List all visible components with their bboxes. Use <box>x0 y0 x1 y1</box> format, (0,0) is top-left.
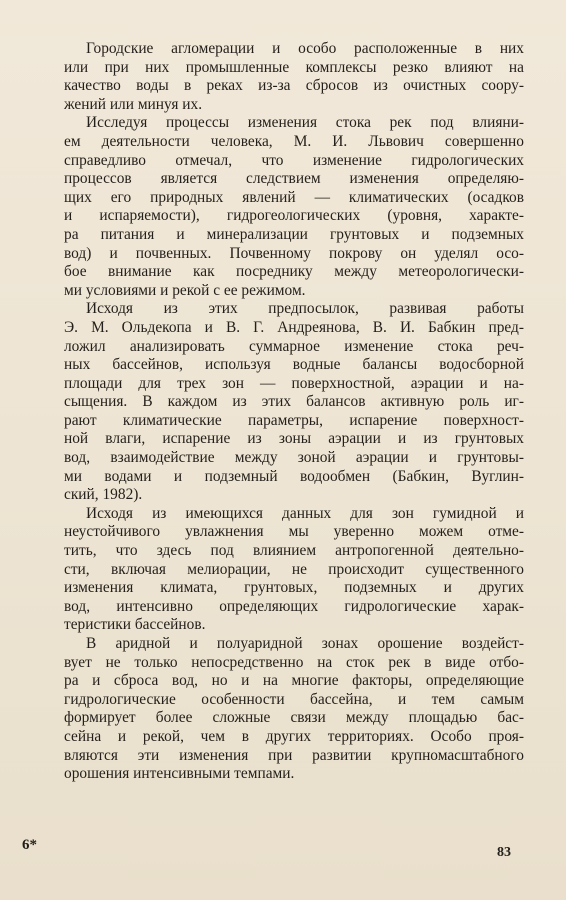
text-line: ми водами и подземный водообмен (Бабкин, Вуглин- <box>64 467 524 485</box>
text-line: тить, что здесь под влиянием антропогенной деятельно- <box>64 542 524 560</box>
text-line: сейна и рекой, чем в других территориях. Особо проя- <box>64 727 524 745</box>
text-line: Э. М. Ольдекопа и В. Г. Андреянова, В. И. Бабкин пред- <box>64 318 524 336</box>
text-line: рают климатические параметры, испарение поверхност- <box>64 411 524 429</box>
body-text <box>64 40 524 784</box>
text-line: вует не только непосредственно на сток рек в виде отбо- <box>64 653 524 671</box>
signature-mark: 6* <box>22 837 37 853</box>
text-line: Исходя из этих предпосылок, развивая работы <box>86 300 524 318</box>
text-line: орошения интенсивными темпами. <box>64 765 295 783</box>
text-line: жений или минуя их. <box>64 95 203 113</box>
text-line: ский, 1982). <box>64 486 143 504</box>
text-line: Исходя из имеющихся данных для зон гумидной и <box>86 504 524 522</box>
text-line: ем деятельности человека, М. И. Львович совершенно <box>64 132 524 150</box>
paragraph <box>64 635 524 784</box>
text-line: или при них промышленные комплексы резко влияют на <box>64 58 524 76</box>
text-line: ра питания и минерализации грунтовых и подземных <box>64 225 524 243</box>
text-line: ной влаги, испарение из зоны аэрации и из грунтовых <box>64 430 524 448</box>
text-line: площади для трех зон — поверхностной, аэрации и на- <box>64 374 524 392</box>
text-line: Городские агломерации и особо расположенные в них <box>86 40 524 57</box>
text-line: формирует более сложные связи между площадью бас- <box>64 709 524 727</box>
text-line: процессов является следствием изменения определяю- <box>64 170 524 188</box>
text-line: и испаряемости), гидрогеологических (уровня, характе- <box>64 207 524 225</box>
text-line: щих его природных явлений — климатических (осадков <box>64 188 524 206</box>
text-line: гидрологические особенности бассейна, и тем самым <box>64 690 524 708</box>
text-line: справедливо отмечал, что изменение гидрологических <box>64 151 524 169</box>
paragraph <box>64 300 524 505</box>
text-line: ных бассейнов, используя водные балансы водосборной <box>64 356 524 374</box>
text-line: изменения климата, грунтовых, подземных и других <box>64 579 524 597</box>
paragraph <box>64 114 524 300</box>
text-line: вод) и почвенных. Почвенному покрову он уделял осо- <box>64 244 524 262</box>
text-line: качество воды в реках из-за сбросов из очистных соору- <box>64 77 524 95</box>
text-line: сыщения. В каждом из этих балансов активную роль иг- <box>64 393 524 411</box>
text-line: бое внимание как посреднику между метеорологически- <box>64 263 524 281</box>
paragraph <box>64 505 524 635</box>
page-number: 83 <box>497 845 511 860</box>
paragraph <box>64 40 524 114</box>
text-line: В аридной и полуаридной зонах орошение воздейст- <box>86 635 524 652</box>
text-line: ра и сброса вод, но и на многие факторы, определяющие <box>64 672 524 690</box>
text-line: теристики бассейнов. <box>64 616 206 634</box>
text-line: ложил анализировать суммарное изменение стока реч- <box>64 337 524 355</box>
text-line: вод, взаимодействие между зоной аэрации и грунтовы- <box>64 449 524 467</box>
text-line: неустойчивого увлажнения мы уверенно можем отме- <box>64 523 524 541</box>
text-line: ми условиями и рекой с ее режимом. <box>64 281 306 299</box>
text-line: Исследуя процессы изменения стока рек под влияни- <box>86 114 524 132</box>
text-line: вляются эти изменения при развитии крупномасштабного <box>64 746 524 764</box>
text-line: вод, интенсивно определяющих гидрологические харак- <box>64 597 524 615</box>
text-line: сти, включая мелиорации, не происходит существенного <box>64 560 524 578</box>
